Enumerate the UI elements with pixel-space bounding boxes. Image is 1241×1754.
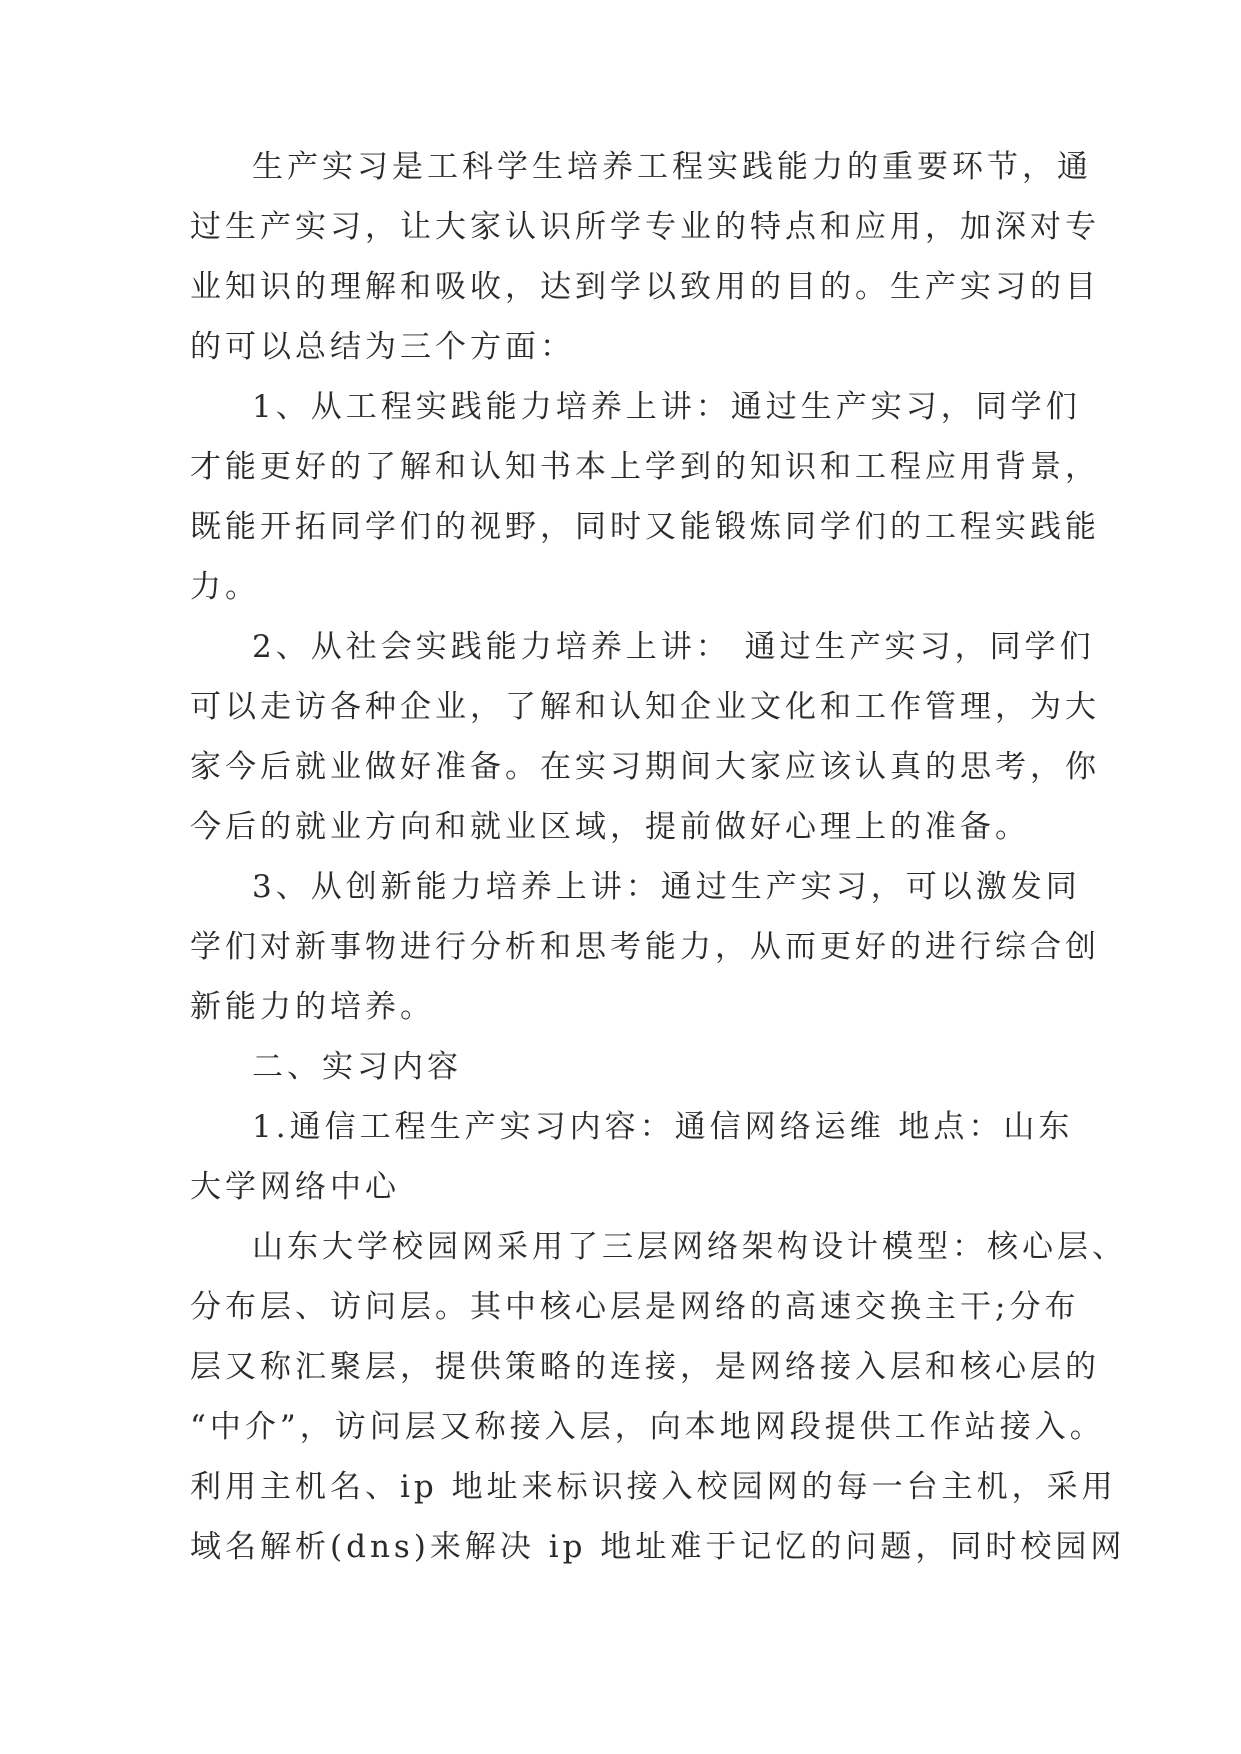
text-line: 学们对新事物进行分析和思考能力，从而更好的进行综合创 <box>190 929 1100 965</box>
text-line: 1.通信工程生产实习内容：通信网络运维 地点：山东 <box>252 1109 1074 1145</box>
text-line: 新能力的培养。 <box>190 989 435 1025</box>
text-line: “中介”，访问层又称接入层，向本地网段提供工作站接入。 <box>190 1409 1105 1445</box>
text-line: 可以走访各种企业，了解和认知企业文化和工作管理，为大 <box>190 689 1100 725</box>
text-line: 今后的就业方向和就业区域，提前做好心理上的准备。 <box>190 809 1030 845</box>
text-line: 大学网络中心 <box>190 1169 400 1205</box>
text-line: 3、从创新能力培养上讲：通过生产实习，可以激发同 <box>252 869 1081 905</box>
text-line: 过生产实习，让大家认识所学专业的特点和应用，加深对专 <box>190 209 1100 245</box>
text-line: 利用主机名、ip 地址来标识接入校园网的每一台主机，采用 <box>190 1469 1117 1505</box>
text-line: 1、从工程实践能力培养上讲：通过生产实习，同学们 <box>252 389 1081 425</box>
text-line: 域名解析(dns)来解决 ip 地址难于记忆的问题，同时校园网 <box>190 1529 1126 1565</box>
text-line: 家今后就业做好准备。在实习期间大家应该认真的思考，你 <box>190 749 1100 785</box>
section-heading: 二、实习内容 <box>252 1049 462 1085</box>
text-line: 才能更好的了解和认知书本上学到的知识和工程应用背景， <box>190 449 1100 485</box>
text-line: 山东大学校园网采用了三层网络架构设计模型：核心层、 <box>252 1229 1127 1265</box>
text-line: 力。 <box>190 569 260 605</box>
text-line: 2、从社会实践能力培养上讲： 通过生产实习，同学们 <box>252 629 1095 665</box>
text-line: 业知识的理解和吸收，达到学以致用的目的。生产实习的目 <box>190 269 1100 305</box>
text-line: 层又称汇聚层，提供策略的连接，是网络接入层和核心层的 <box>190 1349 1100 1385</box>
text-line: 分布层、访问层。其中核心层是网络的高速交换主干;分布 <box>190 1289 1080 1325</box>
text-line: 的可以总结为三个方面： <box>190 329 575 365</box>
text-line: 既能开拓同学们的视野，同时又能锻炼同学们的工程实践能 <box>190 509 1100 545</box>
text-line: 生产实习是工科学生培养工程实践能力的重要环节，通 <box>252 149 1092 185</box>
